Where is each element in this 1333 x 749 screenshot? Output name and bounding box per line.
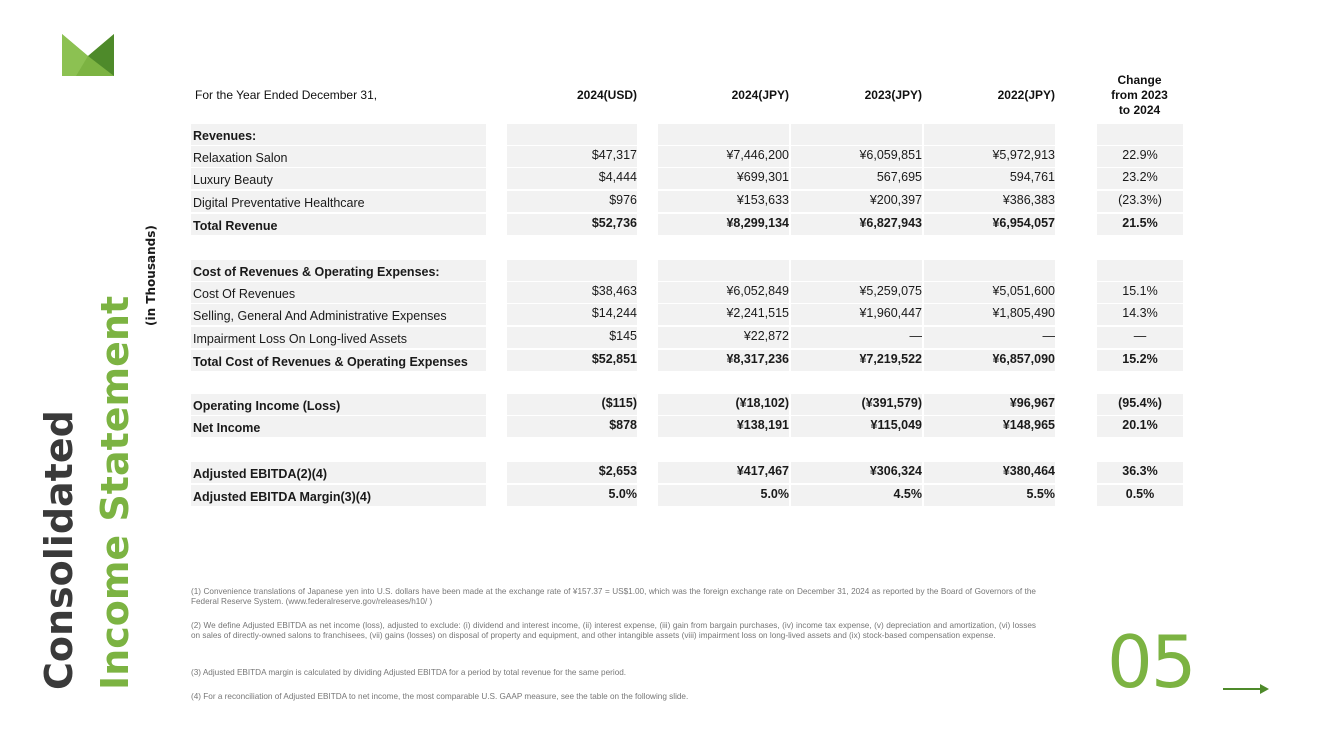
row-value: ¥6,954,057 — [992, 216, 1055, 230]
col-header-2023-jpy: 2023(JPY) — [864, 88, 922, 102]
row-value: 5.0% — [608, 487, 637, 501]
row-label: Adjusted EBITDA(2)(4) — [193, 467, 328, 481]
row-value — [507, 259, 637, 279]
row-change: 15.1% — [1122, 284, 1158, 298]
row-value: ¥148,965 — [1002, 418, 1055, 432]
row-value — [658, 123, 789, 143]
row-value — [791, 259, 922, 279]
row-label: Cost Of Revenues — [193, 287, 296, 301]
period-label: For the Year Ended December 31, — [195, 88, 378, 102]
row-label: Adjusted EBITDA Margin(3)(4) — [193, 490, 372, 504]
row-value: ¥8,299,134 — [726, 216, 789, 230]
company-logo-icon — [62, 34, 114, 76]
title-line1: Consolidated — [37, 410, 81, 690]
row-label: Digital Preventative Healthcare — [193, 196, 365, 210]
page-number: 05 — [1107, 620, 1195, 704]
col-header-2024-usd: 2024(USD) — [576, 88, 637, 102]
row-value: ¥6,059,851 — [859, 148, 922, 162]
row-value: ¥380,464 — [1002, 464, 1055, 478]
row-label: Operating Income (Loss) — [193, 399, 341, 413]
row-value: (¥391,579) — [861, 396, 922, 410]
row-value: 5.0% — [760, 487, 789, 501]
row-change: 22.9% — [1122, 148, 1158, 162]
row-value: (¥18,102) — [735, 396, 789, 410]
row-label: Cost of Revenues & Operating Expenses: — [193, 265, 440, 279]
row-value: ¥417,467 — [736, 464, 789, 478]
row-value — [507, 123, 637, 143]
row-value: ¥1,960,447 — [859, 306, 922, 320]
row-value: 594,761 — [1009, 170, 1055, 184]
row-value: ¥7,219,522 — [859, 352, 922, 366]
row-value: ¥306,324 — [869, 464, 922, 478]
footnote-3: (3) Adjusted EBITDA margin is calculated by dividing Adjusted EBITDA for a period by total revenue for the same period. — [191, 668, 627, 677]
row-change: — — [1133, 329, 1147, 343]
row-change: (23.3%) — [1118, 193, 1162, 207]
row-value: $14,244 — [591, 306, 637, 320]
row-value: ¥22,872 — [743, 329, 789, 343]
row-change — [1097, 123, 1183, 143]
row-change: 14.3% — [1122, 306, 1158, 320]
col-header-2024-jpy: 2024(JPY) — [731, 88, 789, 102]
row-value: ¥96,967 — [1009, 396, 1055, 410]
col-header-2022-jpy: 2022(JPY) — [997, 88, 1055, 102]
row-value: ¥138,191 — [736, 418, 789, 432]
row-value: ¥5,259,075 — [859, 284, 922, 298]
change-label-line3: to 2024 — [1118, 103, 1161, 117]
row-label: Selling, General And Administrative Expenses — [193, 309, 447, 323]
row-value: 5.5% — [1026, 487, 1055, 501]
row-value: $52,736 — [591, 216, 637, 230]
row-change: 21.5% — [1122, 216, 1158, 230]
row-value: ¥1,805,490 — [992, 306, 1055, 320]
row-value: ¥115,049 — [870, 418, 922, 432]
row-value: $2,653 — [598, 464, 637, 478]
row-value: $145 — [609, 329, 637, 343]
row-label: Revenues: — [193, 129, 257, 143]
row-label: Total Revenue — [193, 219, 278, 233]
row-change: 20.1% — [1122, 418, 1158, 432]
row-value: ¥699,301 — [736, 170, 789, 184]
footnote-2: (2) We define Adjusted EBITDA as net income (loss), adjusted to exclude: (i) dividend and interest income, (ii) interest expense, (iii) gain from bargain purchases, (iv) income tax expense, (v) depreciation and amortization, (vi) losses on sales of directly-owned salons to franchisees, (vii) gains (losses) on disposal of property and equipment, and other intangible assets (viii) impairment loss on long-lived assets and (ix) stock-based compensation expense. — [191, 621, 1036, 640]
row-value — [924, 123, 1055, 143]
row-value: 567,695 — [876, 170, 922, 184]
row-value: $4,444 — [598, 170, 637, 184]
row-value: 4.5% — [893, 487, 922, 501]
row-value: $878 — [609, 418, 637, 432]
row-change: (95.4%) — [1118, 396, 1162, 410]
row-value: $976 — [609, 193, 637, 207]
row-value: ¥2,241,515 — [726, 306, 789, 320]
row-value — [924, 259, 1055, 279]
row-value — [791, 123, 922, 143]
row-change: 36.3% — [1122, 464, 1158, 478]
row-value: $38,463 — [591, 284, 637, 298]
row-value: ¥153,633 — [736, 193, 789, 207]
col-header-change — [1096, 73, 1183, 118]
footnote-1: (1) Convenience translations of Japanese yen into U.S. dollars have been made at the exchange rate of ¥157.37 = US$1.00, which was the foreign exchange rate on December 31, 2024 as reported by the Board of Governors of the Federal Reserve System. (www.federalreserve.gov/releases/h10/ ) — [191, 587, 1036, 606]
row-change: 23.2% — [1122, 170, 1158, 184]
change-label-line2: from 2023 — [1111, 88, 1168, 102]
row-value: ¥5,051,600 — [992, 284, 1055, 298]
row-value: — — [1042, 329, 1055, 343]
row-value: — — [909, 329, 922, 343]
next-arrow-icon[interactable] — [1222, 682, 1270, 696]
change-label-line1: Change — [1117, 73, 1162, 87]
row-change — [1097, 259, 1183, 279]
row-value: ¥6,052,849 — [726, 284, 789, 298]
units-label: (in Thousands) — [144, 225, 158, 326]
row-label: Total Cost of Revenues & Operating Expenses — [193, 355, 468, 369]
row-value: ¥5,972,913 — [992, 148, 1055, 162]
row-value: ¥6,857,090 — [992, 352, 1055, 366]
row-value: ¥386,383 — [1002, 193, 1055, 207]
row-value: ¥6,827,943 — [859, 216, 922, 230]
row-label: Impairment Loss On Long-lived Assets — [193, 332, 407, 346]
row-value: ¥200,397 — [869, 193, 922, 207]
row-value: $52,851 — [591, 352, 637, 366]
row-label: Luxury Beauty — [193, 173, 273, 187]
footnote-4: (4) For a reconciliation of Adjusted EBITDA to net income, the most comparable U.S. GAAP measure, see the table on the following slide. — [191, 692, 689, 701]
row-change: 15.2% — [1122, 352, 1158, 366]
row-change: 0.5% — [1125, 487, 1155, 501]
title-line2: Income Statement — [93, 295, 137, 690]
row-label: Relaxation Salon — [193, 151, 288, 165]
row-value: ($115) — [601, 396, 637, 410]
row-value: ¥7,446,200 — [726, 148, 789, 162]
row-value: $47,317 — [591, 148, 637, 162]
row-label: Net Income — [193, 421, 261, 435]
row-value: ¥8,317,236 — [726, 352, 789, 366]
row-value — [658, 259, 789, 279]
